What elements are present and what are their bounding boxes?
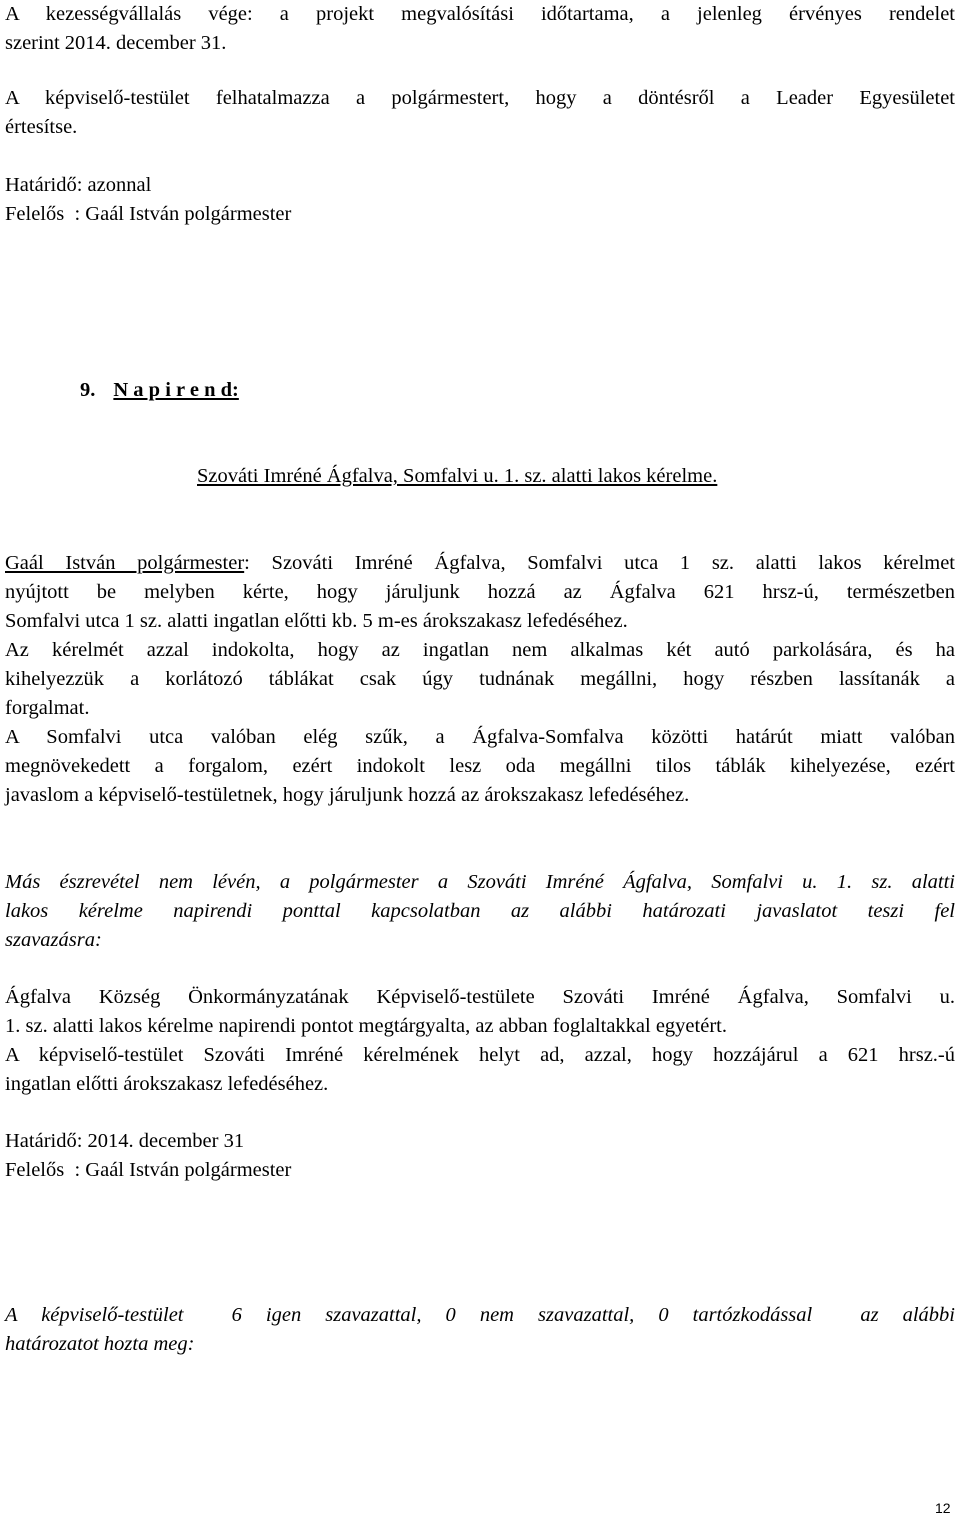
- text-line: szerint 2014. december 31.: [5, 32, 227, 54]
- page-number: 12: [935, 1500, 951, 1516]
- agenda-subject: Szováti Imréné Ágfalva, Somfalvi u. 1. sz. alatti lakos kérelme.: [197, 465, 718, 487]
- deadline-text: Határidő: azonnal: [5, 174, 152, 196]
- text-line: Ágfalva Község Önkormányzatának Képviselő-testülete Szováti Imréné Ágfalva, Somfalvi u.: [5, 986, 955, 1008]
- agenda-heading: [80, 376, 239, 405]
- text-line: lakos kérelme napirendi ponttal kapcsolatban az alábbi határozati javaslatot teszi fel: [5, 900, 955, 922]
- resolution-deadline-block: [5, 1127, 955, 1185]
- text-line: szavazásra:: [5, 929, 102, 951]
- text-line: [5, 549, 955, 578]
- text-line: megnövekedett a forgalom, ezért indokolt lesz oda megállni tilos táblák kihelyezése, ezért: [5, 755, 955, 777]
- text-line: A képviselő-testület felhatalmazza a polgármestert, hogy a döntésről a Leader Egyesületet: [5, 87, 955, 109]
- deadline-block: [5, 171, 955, 229]
- text-line: határozatot hozta meg:: [5, 1333, 195, 1355]
- intro-paragraph: [5, 0, 955, 58]
- responsible-text: Felelős : Gaál István polgármester: [5, 203, 292, 225]
- text-line: A kezességvállalás vége: a projekt megvalósítási időtartama, a jelenleg érvényes rendelet: [5, 3, 955, 25]
- text-line: A Somfalvi utca valóban elég szűk, a Ágfalva-Somfalva közötti határút miatt valóban: [5, 726, 955, 748]
- text-line: Somfalvi utca 1 sz. alatti ingatlan előtti kb. 5 m-es árokszakasz lefedéséhez.: [5, 610, 628, 632]
- deadline-text: Határidő: 2014. december 31: [5, 1130, 245, 1152]
- agenda-title: N a p i r e n d:: [113, 379, 239, 401]
- text-line: A képviselő-testület 6 igen szavazattal, 0 nem szavazattal, 0 tartózkodással az alábbi: [5, 1304, 955, 1326]
- resolution-paragraph: [5, 983, 955, 1099]
- proposal-paragraph: [5, 868, 955, 955]
- text-line: Más észrevétel nem lévén, a polgármester a Szováti Imréné Ágfalva, Somfalvi u. 1. sz. alatti: [5, 871, 955, 893]
- authorization-paragraph: [5, 84, 955, 142]
- speaker-name: Gaál István polgármester: [5, 552, 245, 574]
- text-line: A képviselő-testület Szováti Imréné kérelmének helyt ad, azzal, hogy hozzájárul a 621 hrsz.-ú: [5, 1044, 955, 1066]
- text-line: forgalmat.: [5, 697, 90, 719]
- text-line: Az kérelmét azzal indokolta, hogy az ingatlan nem alkalmas két autó parkolására, és ha: [5, 639, 955, 661]
- text-line: ingatlan előtti árokszakasz lefedéséhez.: [5, 1073, 329, 1095]
- responsible-text: Felelős : Gaál István polgármester: [5, 1159, 292, 1181]
- mayor-speech: [5, 549, 955, 810]
- text-line: nyújtott be melyben kérte, hogy járuljunk hozzá az Ágfalva 621 hrsz-ú, természetben: [5, 581, 955, 603]
- text-line: kihelyezzük a korlátozó táblákat csak úgy tudnának megállni, hogy részben lassítanák a: [5, 668, 955, 690]
- speech-text: : Szováti Imréné Ágfalva, Somfalvi utca 1 sz. alatti lakos kérelmet: [244, 552, 956, 574]
- agenda-number: 9.: [80, 379, 96, 401]
- vote-paragraph: [5, 1301, 955, 1359]
- text-line: 1. sz. alatti lakos kérelme napirendi pontot megtárgyalta, az abban foglaltakkal egyetért.: [5, 1015, 727, 1037]
- text-line: értesítse.: [5, 116, 78, 138]
- text-line: javaslom a képviselő-testületnek, hogy járuljunk hozzá az árokszakasz lefedéséhez.: [5, 784, 690, 806]
